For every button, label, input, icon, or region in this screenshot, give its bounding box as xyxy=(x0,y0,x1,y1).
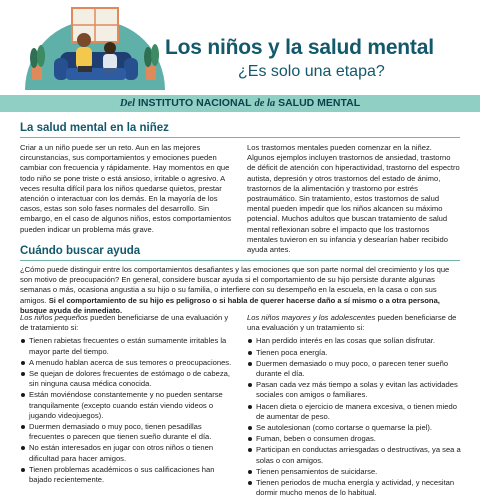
section1-left-paragraph: Criar a un niño puede ser un reto. Aun en las mejores circunstancias, sus comportamientos y emociones pueden cambiar con frecuencia y rápidamente. Hay momentos en que todo niño se pone triste o está ansioso, irritable o agresivo. A veces resulta difícil para los niños quedarse quietos, prestar atención o interactuar con los demás. En la mayoría de los casos, estas son solo fases normales del desarrollo. Sin embargo, en el caso de algunos niños, estos comportamientos pueden indicar un problema más grave. xyxy=(20,143,232,234)
list-item: Duermen demasiado o muy poco, tienen pesadillas frecuentes o parecen que tienen sueño durante el día. xyxy=(20,422,234,442)
list-item: No están interesados en jugar con otros niños o tienen dificultad para hacer amigos. xyxy=(20,443,234,463)
section-title-when-seek-help: Cuándo buscar ayuda xyxy=(20,245,141,257)
list-item: Tienen problemas académicos o sus calificaciones han bajado recientemente. xyxy=(20,465,234,485)
list-item: Duermen demasiado o muy poco, o parecen tener sueño durante el día. xyxy=(247,359,461,379)
bullet-icon xyxy=(248,437,252,441)
young-children-intro xyxy=(20,313,234,333)
bullet-icon xyxy=(248,405,252,409)
bullet-icon xyxy=(21,425,25,429)
older-children-intro-italic: Los niños mayores y los adolescentes xyxy=(247,313,376,322)
list-item: Tienen poca energía. xyxy=(247,348,461,358)
header xyxy=(0,0,480,95)
list-item: Se quejan de dolores frecuentes de estómago o de cabeza, sin ninguna causa médica conocida. xyxy=(20,369,234,389)
young-children-intro-italic: Los niños pequeños xyxy=(20,313,88,322)
bullet-icon xyxy=(248,383,252,387)
older-children-list xyxy=(247,336,461,498)
child-figure-icon xyxy=(103,42,117,73)
list-item: Participan en conductas arriesgadas o destructivas, ya sea a solas o con amigos. xyxy=(247,445,461,465)
young-children-list xyxy=(20,336,234,485)
older-children-column xyxy=(247,313,461,499)
section2-intro xyxy=(20,265,462,316)
bullet-icon xyxy=(248,351,252,355)
section1-right-paragraph: Los trastornos mentales pueden comenzar en la niñez. Algunos ejemplos incluyen trastornos de ansiedad, trastorno de déficit de atención con hiperactividad, trastorno del espectro autista, depresión y otros trastornos del estado de ánimo, trastornos de la alimentación y trastorno por estrés postraumático. Sin tratamiento, estos trastornos de salud mental pueden impedir que los niños alcancen su máximo potencial. Muchos adultos que buscan tratamiento de salud mental reflexionan sobre el impacto que los trastornos mentales tuvieron en su infancia y desearían haber recibido ayuda antes. xyxy=(247,143,460,255)
section1-left-column xyxy=(20,143,232,238)
list-item: Han perdido interés en las cosas que solían disfrutar. xyxy=(247,336,461,346)
older-children-intro xyxy=(247,313,461,333)
page-subtitle: ¿Es solo una etapa? xyxy=(238,63,385,80)
family-illustration xyxy=(20,0,170,90)
bullet-icon xyxy=(21,468,25,472)
bullet-icon xyxy=(21,361,25,365)
institute-banner xyxy=(0,95,480,112)
bullet-icon xyxy=(248,426,252,430)
banner-de-la: de la xyxy=(254,98,276,109)
bullet-icon xyxy=(248,470,252,474)
banner-institute: INSTITUTO NACIONAL xyxy=(137,97,252,109)
list-item: Se autolesionan (como cortarse o quemarse la piel). xyxy=(247,423,461,433)
bullet-icon xyxy=(21,372,25,376)
bullet-icon xyxy=(248,448,252,452)
section-title-mental-health-childhood: La salud mental en la niñez xyxy=(20,122,169,134)
bullet-icon xyxy=(21,446,25,450)
parent-figure-icon xyxy=(76,33,92,72)
section-divider xyxy=(20,137,460,138)
list-item: Hacen dieta o ejercicio de manera excesiva, o tienen miedo de aumentar de peso. xyxy=(247,402,461,422)
couch-icon xyxy=(54,52,138,80)
bullet-icon xyxy=(21,393,25,397)
banner-health: SALUD MENTAL xyxy=(278,97,361,109)
list-item: Pasan cada vez más tiempo a solas y evitan las actividades sociales con amigos o familiares. xyxy=(247,380,461,400)
list-item: Tienen rabietas frecuentes o están sumamente irritables la mayor parte del tiempo. xyxy=(20,336,234,356)
bullet-icon xyxy=(21,339,25,343)
older-children-intro-rest: pueden beneficiarse de una evaluación y un tratamiento si: xyxy=(247,313,457,333)
list-item: Están moviéndose constantemente y no pueden sentarse tranquilamente (excepto cuando están viendo videos o jugando videojuegos). xyxy=(20,390,234,421)
bullet-icon xyxy=(248,362,252,366)
young-children-column xyxy=(20,313,234,486)
bullet-icon xyxy=(248,339,252,343)
section2-intro-text: ¿Cómo puede distinguir entre los comportamientos desafiantes y las emociones que son parte normal del crecimiento y los que son motivo de preocupación? En general, considere buscar ayuda si el comportamiento de su hijo persiste durante algunas semanas o más, ocasiona angustia a su hijo o su familia, o interfiere con su desempeño en la escuela, en la casa o con sus amigos. xyxy=(20,265,450,305)
section1-right-column xyxy=(247,143,461,258)
list-item: Tienen periodos de mucha energía y actividad, y necesitan dormir mucho menos de lo habitual. xyxy=(247,478,461,498)
section-divider xyxy=(20,260,460,261)
section2-intro-warning: Si el comportamiento de su hijo es peligroso o si habla de querer hacerse daño a sí mismo o a otra persona, busque ayuda de inmediato. xyxy=(20,295,440,315)
young-children-intro-rest: pueden beneficiarse de una evaluación y de tratamiento si: xyxy=(20,313,229,333)
banner-del: Del xyxy=(119,98,136,109)
list-item: Tienen pensamientos de suicidarse. xyxy=(247,467,461,477)
page-title: Los niños y la salud mental xyxy=(165,36,434,59)
list-item: A menudo hablan acerca de sus temores o preocupaciones. xyxy=(20,358,234,368)
bullet-icon xyxy=(248,481,252,485)
list-item: Fuman, beben o consumen drogas. xyxy=(247,434,461,444)
